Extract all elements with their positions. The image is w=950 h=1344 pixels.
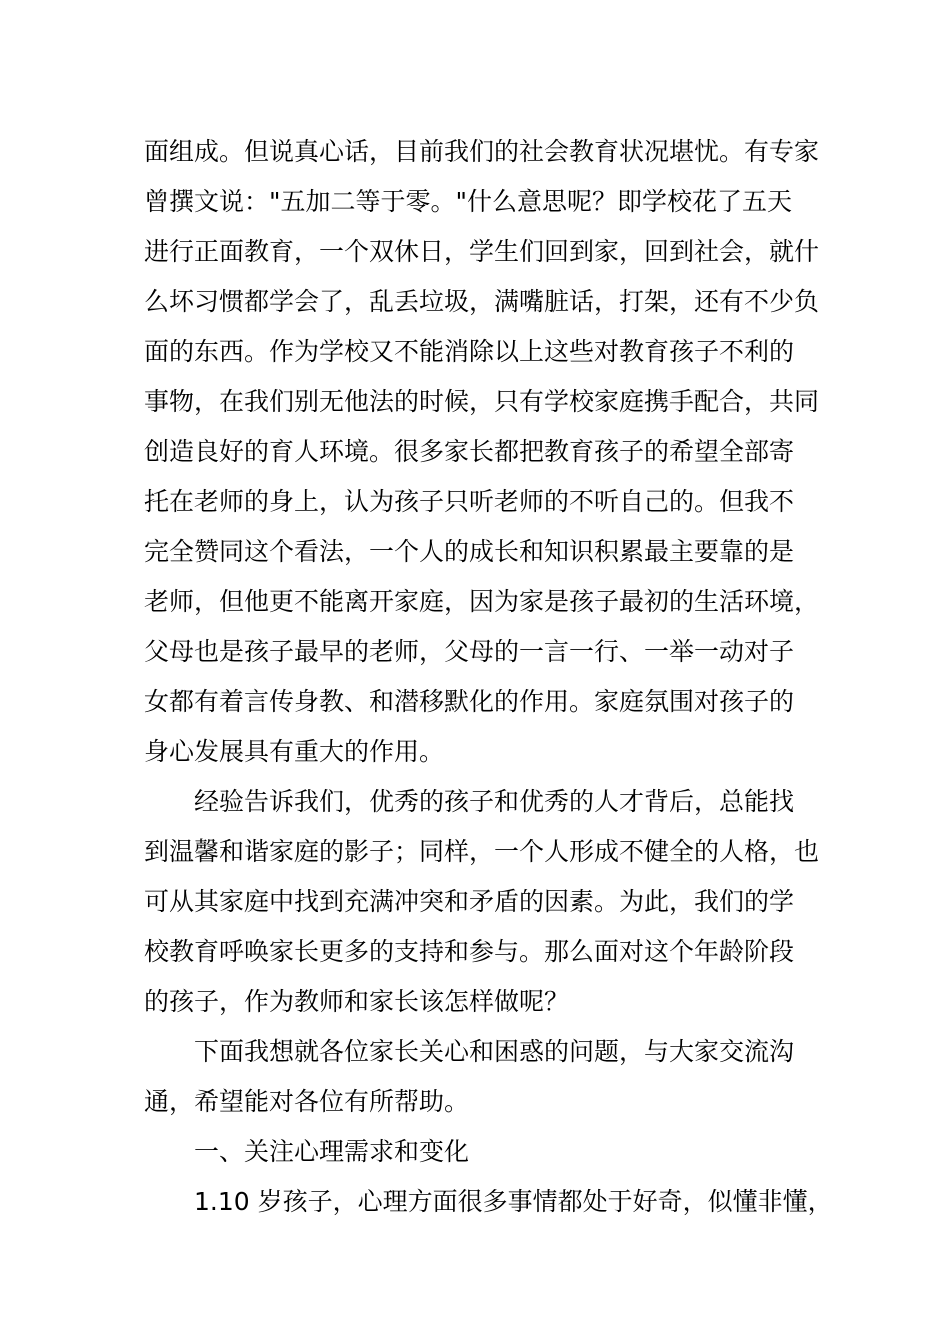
text-line: 事物，在我们别无他法的时候，只有学校家庭携手配合，共同 [144,387,820,416]
text-line: 曾撰文说："五加二等于零。"什么意思呢？即学校花了五天 [144,187,793,216]
text-line: 老师，但他更不能离开家庭，因为家是孩子最初的生活环境， [144,587,820,616]
text-line: 身心发展具有重大的作用。 [144,737,445,766]
section-heading: 一、关注心理需求和变化 [194,1137,470,1166]
paragraph-first-line: 1.10 岁孩子，心理方面很多事情都处于好奇，似懂非懂， [194,1187,833,1216]
document-body [144,127,844,1227]
text-line: 可从其家庭中找到充满冲突和矛盾的因素。为此，我们的学 [144,887,795,916]
paragraph-first-line: 下面我想就各位家长关心和困惑的问题，与大家交流沟 [194,1037,795,1066]
text-line: 么坏习惯都学会了，乱丢垃圾，满嘴脏话，打架，还有不少负 [144,287,820,316]
text-line: 托在老师的身上，认为孩子只听老师的不听自己的。但我不 [144,487,795,516]
text-line: 到温馨和谐家庭的影子；同样，一个人形成不健全的人格，也 [144,837,820,866]
text-line: 面的东西。作为学校又不能消除以上这些对教育孩子不利的 [144,337,795,366]
text-line: 女都有着言传身教、和潜移默化的作用。家庭氛围对孩子的 [144,687,795,716]
text-line: 校教育呼唤家长更多的支持和参与。那么面对这个年龄阶段 [144,937,795,966]
text-line: 面组成。但说真心话，目前我们的社会教育状况堪忧。有专家 [144,137,820,166]
text-line: 创造良好的育人环境。很多家长都把教育孩子的希望全部寄 [144,437,795,466]
text-line: 通，希望能对各位有所帮助。 [144,1087,470,1116]
text-line: 完全赞同这个看法，一个人的成长和知识积累最主要靠的是 [144,537,795,566]
text-line: 的孩子，作为教师和家长该怎样做呢？ [144,987,570,1016]
text-line: 进行正面教育，一个双休日，学生们回到家，回到社会，就什 [144,237,820,266]
text-line: 父母也是孩子最早的老师，父母的一言一行、一举一动对子 [144,637,795,666]
paragraph-first-line: 经验告诉我们，优秀的孩子和优秀的人才背后，总能找 [194,787,795,816]
